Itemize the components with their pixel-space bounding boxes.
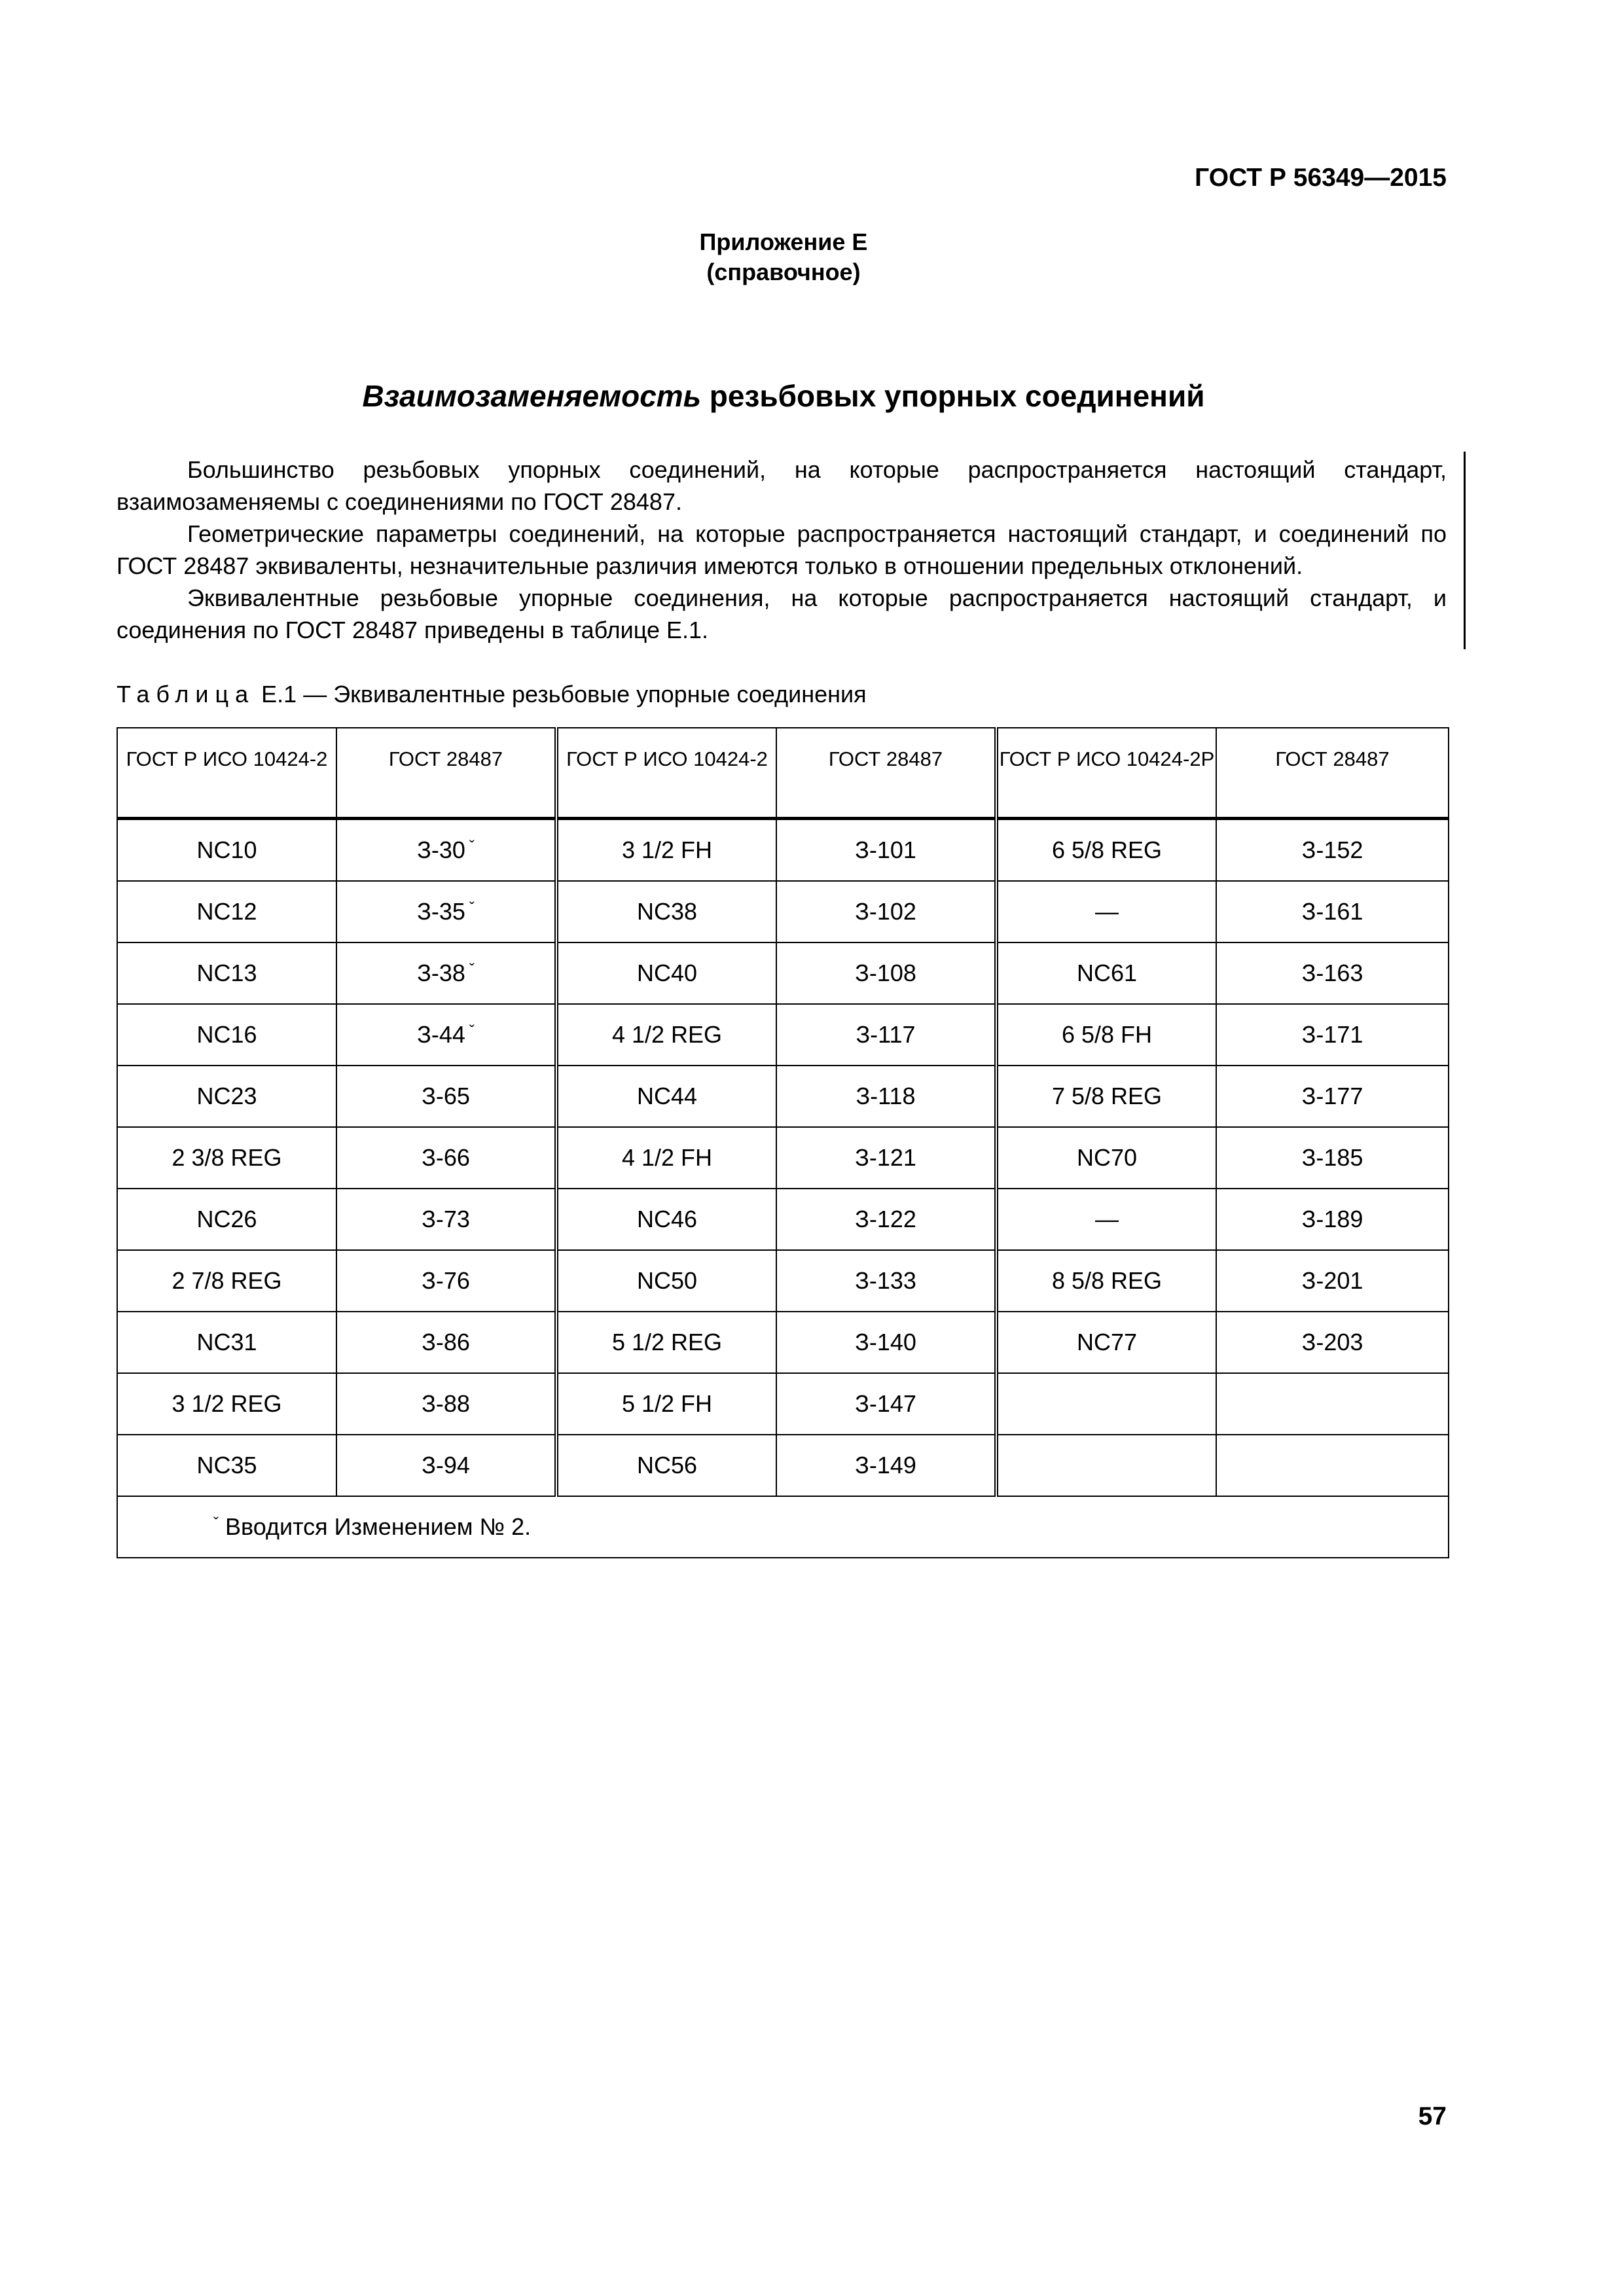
table-row [117,1312,1449,1373]
table-cell: З-149 [776,1435,996,1496]
table-cell: 4 1/2 REG [556,1004,776,1066]
table-row [117,1189,1449,1250]
cell-value: З-35 [417,897,465,925]
footnote-text: Вводится Изменением № 2. [225,1513,532,1540]
table-cell: NC26 [117,1189,336,1250]
page-number: 57 [1418,2102,1447,2130]
table-row [117,942,1449,1004]
appendix-type: (справочное) [706,259,861,285]
table-cell: — [996,881,1216,942]
cell-value: З-30 [417,836,465,863]
table-caption-rest: Е.1 — Эквивалентные резьбовые упорные соединения [261,681,867,708]
table-cell: З-133 [776,1250,996,1312]
table-footnote [117,1496,1449,1558]
table-cell: NC40 [556,942,776,1004]
table-cell: З-73 [336,1189,556,1250]
table-cell: З-177 [1216,1066,1449,1127]
table-cell: З-171 [1216,1004,1449,1066]
footnote-marker: ˇ [469,1022,475,1040]
table-caption [117,681,867,708]
table-cell-marked [336,942,556,1004]
table-cell: З-121 [776,1127,996,1189]
table-cell: З-203 [1216,1312,1449,1373]
table-cell [1216,1435,1449,1496]
header-cell: ГОСТ Р ИСО 10424-2 [117,728,336,818]
table-cell-marked [336,881,556,942]
table-cell: З-152 [1216,818,1449,881]
table-cell: NC35 [117,1435,336,1496]
table-cell: З-101 [776,818,996,881]
table-cell: З-161 [1216,881,1449,942]
appendix-title: Приложение Е [699,228,868,255]
table-cell: З-147 [776,1373,996,1435]
table-cell: — [996,1189,1216,1250]
table-cell: NC50 [556,1250,776,1312]
table-cell: З-122 [776,1189,996,1250]
table-cell: З-189 [1216,1189,1449,1250]
table-cell-marked [336,818,556,881]
table-cell: 4 1/2 FH [556,1127,776,1189]
table-cell: NC77 [996,1312,1216,1373]
footnote-marker: ˇ [469,960,475,978]
footnote-marker: ˇ [469,899,475,917]
table-cell: З-118 [776,1066,996,1127]
footnote-marker: ˇ [469,837,475,855]
table-cell: NC12 [117,881,336,942]
table-cell: З-163 [1216,942,1449,1004]
table-row [117,1250,1449,1312]
table-cell: З-88 [336,1373,556,1435]
table-cell: NC46 [556,1189,776,1250]
table-cell: NC23 [117,1066,336,1127]
section-title-italic: Взаимозаменяемость [362,379,702,413]
table-cell [1216,1373,1449,1435]
table-cell: NC56 [556,1435,776,1496]
table-cell: 2 7/8 REG [117,1250,336,1312]
table-cell: 6 5/8 FH [996,1004,1216,1066]
paragraph-1: Большинство резьбовых упорных соединений, на которые распространяется настоящий стандарт, взаимозаменяемы с соединениями по ГОСТ 28487. [117,456,1447,515]
appendix-heading [0,227,1567,287]
table-row [117,818,1449,881]
table-cell: NC10 [117,818,336,881]
table-cell: NC13 [117,942,336,1004]
table-cell: 8 5/8 REG [996,1250,1216,1312]
cell-value: З-38 [417,959,465,986]
table-cell: З-185 [1216,1127,1449,1189]
table-row [117,881,1449,942]
table-cell: З-201 [1216,1250,1449,1312]
table-caption-prefix: Таблица [117,681,255,708]
header-cell: ГОСТ 28487 [776,728,996,818]
table-cell: 5 1/2 REG [556,1312,776,1373]
header-cell: ГОСТ Р ИСО 10424-2Р [996,728,1216,818]
table-row [117,1435,1449,1496]
header-cell: ГОСТ Р ИСО 10424-2 [556,728,776,818]
paragraph-3: Эквивалентные резьбовые упорные соединения, на которые распространяется настоящий стандарт, и соединения по ГОСТ 28487 приведены в таблице Е.1. [117,584,1447,643]
table-cell: NC16 [117,1004,336,1066]
body-text [117,454,1447,646]
table-cell: 2 3/8 REG [117,1127,336,1189]
header-cell: ГОСТ 28487 [1216,728,1449,818]
table-row [117,1373,1449,1435]
paragraph-2: Геометрические параметры соединений, на которые распространяется настоящий стандарт, и соединений по ГОСТ 28487 эквиваленты, незначительные различия имеются только в отношении предельных отклонений. [117,520,1447,579]
table-cell: NC31 [117,1312,336,1373]
table-row [117,1127,1449,1189]
change-bar [1464,452,1466,649]
table-cell: З-102 [776,881,996,942]
table-cell: З-65 [336,1066,556,1127]
table-cell: З-108 [776,942,996,1004]
table-cell: 6 5/8 REG [996,818,1216,881]
table-cell: 5 1/2 FH [556,1373,776,1435]
footnote-marker: ˇ [213,1514,219,1532]
table-cell: NC61 [996,942,1216,1004]
table-row [117,1004,1449,1066]
table-row [117,1066,1449,1127]
table-cell: 3 1/2 FH [556,818,776,881]
table-cell: З-140 [776,1312,996,1373]
section-title-rest: резьбовых упорных соединений [709,379,1205,413]
document-code: ГОСТ Р 56349—2015 [1195,164,1447,192]
header-cell: ГОСТ 28487 [336,728,556,818]
table-cell [996,1373,1216,1435]
section-title [0,378,1567,414]
table-cell: З-66 [336,1127,556,1189]
table-header-row [117,728,1449,818]
table-cell-marked [336,1004,556,1066]
table-cell: NC70 [996,1127,1216,1189]
table-cell [996,1435,1216,1496]
table-cell: NC44 [556,1066,776,1127]
equivalence-table [117,727,1449,1558]
cell-value: З-44 [417,1020,465,1048]
table-cell: 3 1/2 REG [117,1373,336,1435]
table-cell: З-86 [336,1312,556,1373]
table-footnote-row [117,1496,1449,1558]
table-cell: З-117 [776,1004,996,1066]
table-cell: 7 5/8 REG [996,1066,1216,1127]
table-cell: NC38 [556,881,776,942]
table-cell: З-94 [336,1435,556,1496]
table-cell: З-76 [336,1250,556,1312]
